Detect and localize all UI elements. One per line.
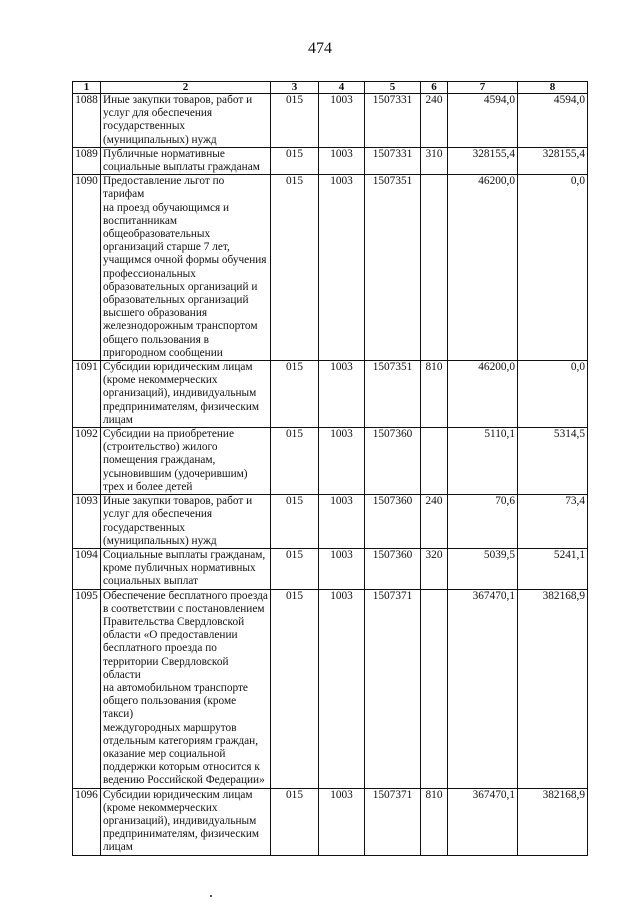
row-description: [101, 147, 271, 174]
amount-year-1: 4594,0: [448, 94, 518, 148]
budget-table: [72, 81, 588, 856]
table-row: [73, 428, 588, 495]
table-row: [73, 94, 588, 148]
target-article-code: 1507360: [365, 548, 421, 589]
amount-year-2: 4594,0: [518, 94, 588, 148]
col-header-7: 7: [448, 82, 518, 94]
description-line: лицам: [103, 841, 133, 854]
target-article-code: 1507351: [365, 361, 421, 428]
description-line: организаций), индивидуальным: [103, 387, 257, 400]
col-header-5: 5: [365, 82, 421, 94]
amount-year-2: 0,0: [518, 361, 588, 428]
description-line: Социальные выплаты гражданам,: [103, 548, 266, 561]
section-code: 1003: [319, 548, 365, 589]
row-number: 1088: [73, 94, 101, 148]
table-row: [73, 175, 588, 361]
amount-year-1: 328155,4: [448, 147, 518, 174]
row-description: [101, 589, 271, 788]
row-number: 1096: [73, 788, 101, 855]
description-line: Публичные нормативные: [103, 147, 225, 160]
expense-type-code: [421, 428, 448, 495]
expense-type-code: 810: [421, 788, 448, 855]
description-line: Правительства Свердловской: [103, 615, 245, 628]
description-line: железнодорожным транспортом: [103, 320, 258, 333]
description-line: области «О предоставлении: [103, 629, 238, 642]
ministry-code: 015: [271, 495, 319, 549]
target-article-code: 1507351: [365, 175, 421, 361]
row-number: 1095: [73, 589, 101, 788]
description-line: в соответствии с постановлением: [103, 602, 265, 615]
ministry-code: 015: [271, 175, 319, 361]
col-header-6: 6: [421, 82, 448, 94]
amount-year-1: 70,6: [448, 495, 518, 549]
target-article-code: 1507331: [365, 147, 421, 174]
description-line: учащимся очной формы обучения: [103, 254, 267, 267]
description-line: Предоставление льгот по тарифам: [103, 175, 225, 201]
ministry-code: 015: [271, 788, 319, 855]
description-line: на проезд обучающимся и: [103, 201, 230, 214]
target-article-code: 1507371: [365, 788, 421, 855]
row-description: [101, 94, 271, 148]
ministry-code: 015: [271, 147, 319, 174]
expense-type-code: 320: [421, 548, 448, 589]
description-line: бесплатного проезда по: [103, 642, 217, 655]
description-line: предпринимателям, физическим: [103, 400, 260, 413]
row-description: [101, 548, 271, 589]
section-code: 1003: [319, 175, 365, 361]
section-code: 1003: [319, 428, 365, 495]
description-line: ведению Российской Федерации»: [103, 774, 265, 787]
description-line: лицам: [103, 413, 133, 426]
amount-year-1: 367470,1: [448, 788, 518, 855]
description-line: образовательных организаций: [103, 294, 249, 307]
ministry-code: 015: [271, 94, 319, 148]
section-code: 1003: [319, 495, 365, 549]
row-description: [101, 175, 271, 361]
description-line: Субсидии юридическим лицам: [103, 788, 253, 801]
description-line: трех и более детей: [103, 480, 193, 493]
expense-type-code: 310: [421, 147, 448, 174]
expense-type-code: 240: [421, 94, 448, 148]
col-header-2: 2: [101, 82, 271, 94]
description-line: социальные выплаты гражданам: [103, 161, 260, 174]
description-line: профессиональных: [103, 267, 196, 280]
row-number: 1094: [73, 548, 101, 589]
description-line: общеобразовательных: [103, 228, 211, 241]
description-line: государственных: [103, 521, 186, 534]
description-line: организаций), индивидуальным: [103, 814, 257, 827]
table-row: [73, 589, 588, 788]
description-line: государственных: [103, 120, 186, 133]
description-line: услуг для обеспечения: [103, 107, 213, 120]
expense-type-code: [421, 175, 448, 361]
amount-year-1: 367470,1: [448, 589, 518, 788]
description-line: усыновившим (удочерившим): [103, 467, 248, 480]
col-header-8: 8: [518, 82, 588, 94]
target-article-code: 1507360: [365, 495, 421, 549]
amount-year-1: 5039,5: [448, 548, 518, 589]
section-code: 1003: [319, 147, 365, 174]
row-number: 1091: [73, 361, 101, 428]
row-number: 1093: [73, 495, 101, 549]
amount-year-2: 382168,9: [518, 589, 588, 788]
amount-year-2: 5241,1: [518, 548, 588, 589]
amount-year-1: 5110,1: [448, 428, 518, 495]
ministry-code: 015: [271, 548, 319, 589]
description-line: Обеспечение бесплатного проезда: [103, 589, 268, 602]
description-line: помещения гражданам,: [103, 454, 216, 467]
row-number: 1089: [73, 147, 101, 174]
description-line: (кроме некоммерческих: [103, 801, 218, 814]
table-row: [73, 147, 588, 174]
header-row: [73, 82, 588, 94]
col-header-3: 3: [271, 82, 319, 94]
expense-type-code: [421, 589, 448, 788]
target-article-code: 1507331: [365, 94, 421, 148]
description-line: кроме публичных нормативных: [103, 562, 256, 575]
section-code: 1003: [319, 589, 365, 788]
description-line: (муниципальных) нужд: [103, 133, 217, 146]
amount-year-1: 46200,0: [448, 175, 518, 361]
description-line: Иные закупки товаров, работ и: [103, 94, 253, 106]
description-line: предпринимателям, физическим: [103, 828, 260, 841]
description-line: (кроме некоммерческих: [103, 374, 218, 387]
section-code: 1003: [319, 361, 365, 428]
description-line: общего пользования в: [103, 333, 209, 346]
page-number: 474: [308, 40, 332, 57]
description-line: на автомобильном транспорте: [103, 681, 248, 694]
scan-speck: [210, 895, 212, 897]
ministry-code: 015: [271, 428, 319, 495]
target-article-code: 1507360: [365, 428, 421, 495]
table-body: [73, 94, 588, 856]
table-row: [73, 548, 588, 589]
section-code: 1003: [319, 94, 365, 148]
section-code: 1003: [319, 788, 365, 855]
description-line: воспитанникам: [103, 214, 177, 227]
description-line: Субсидии юридическим лицам: [103, 361, 253, 374]
description-line: высшего образования: [103, 307, 208, 320]
ministry-code: 015: [271, 361, 319, 428]
description-line: социальных выплат: [103, 575, 199, 588]
amount-year-2: 5314,5: [518, 428, 588, 495]
col-header-4: 4: [319, 82, 365, 94]
row-number: 1092: [73, 428, 101, 495]
col-header-1: 1: [73, 82, 101, 94]
description-line: Иные закупки товаров, работ и: [103, 495, 253, 508]
description-line: поддержки которым относится к: [103, 761, 260, 774]
description-line: (муниципальных) нужд: [103, 534, 217, 547]
row-description: [101, 495, 271, 549]
table-row: [73, 361, 588, 428]
row-description: [101, 788, 271, 855]
description-line: организаций старше 7 лет,: [103, 241, 230, 254]
amount-year-1: 46200,0: [448, 361, 518, 428]
description-line: услуг для обеспечения: [103, 508, 213, 521]
table-row: [73, 495, 588, 549]
amount-year-2: 73,4: [518, 495, 588, 549]
description-line: оказание мер социальной: [103, 747, 226, 760]
expense-type-code: 240: [421, 495, 448, 549]
amount-year-2: 0,0: [518, 175, 588, 361]
row-description: [101, 428, 271, 495]
description-line: образовательных организаций и: [103, 280, 258, 293]
description-line: (строительство) жилого: [103, 441, 218, 454]
table-row: [73, 788, 588, 855]
description-line: пригородном сообщении: [103, 346, 223, 359]
description-line: общего пользования (кроме такси): [103, 695, 237, 721]
row-number: 1090: [73, 175, 101, 361]
description-line: Субсидии на приобретение: [103, 428, 234, 441]
expense-type-code: 810: [421, 361, 448, 428]
ministry-code: 015: [271, 589, 319, 788]
description-line: отдельным категориям граждан,: [103, 734, 259, 747]
description-line: территории Свердловской области: [103, 655, 229, 681]
target-article-code: 1507371: [365, 589, 421, 788]
description-line: междугородных маршрутов: [103, 721, 237, 734]
row-description: [101, 361, 271, 428]
amount-year-2: 328155,4: [518, 147, 588, 174]
amount-year-2: 382168,9: [518, 788, 588, 855]
